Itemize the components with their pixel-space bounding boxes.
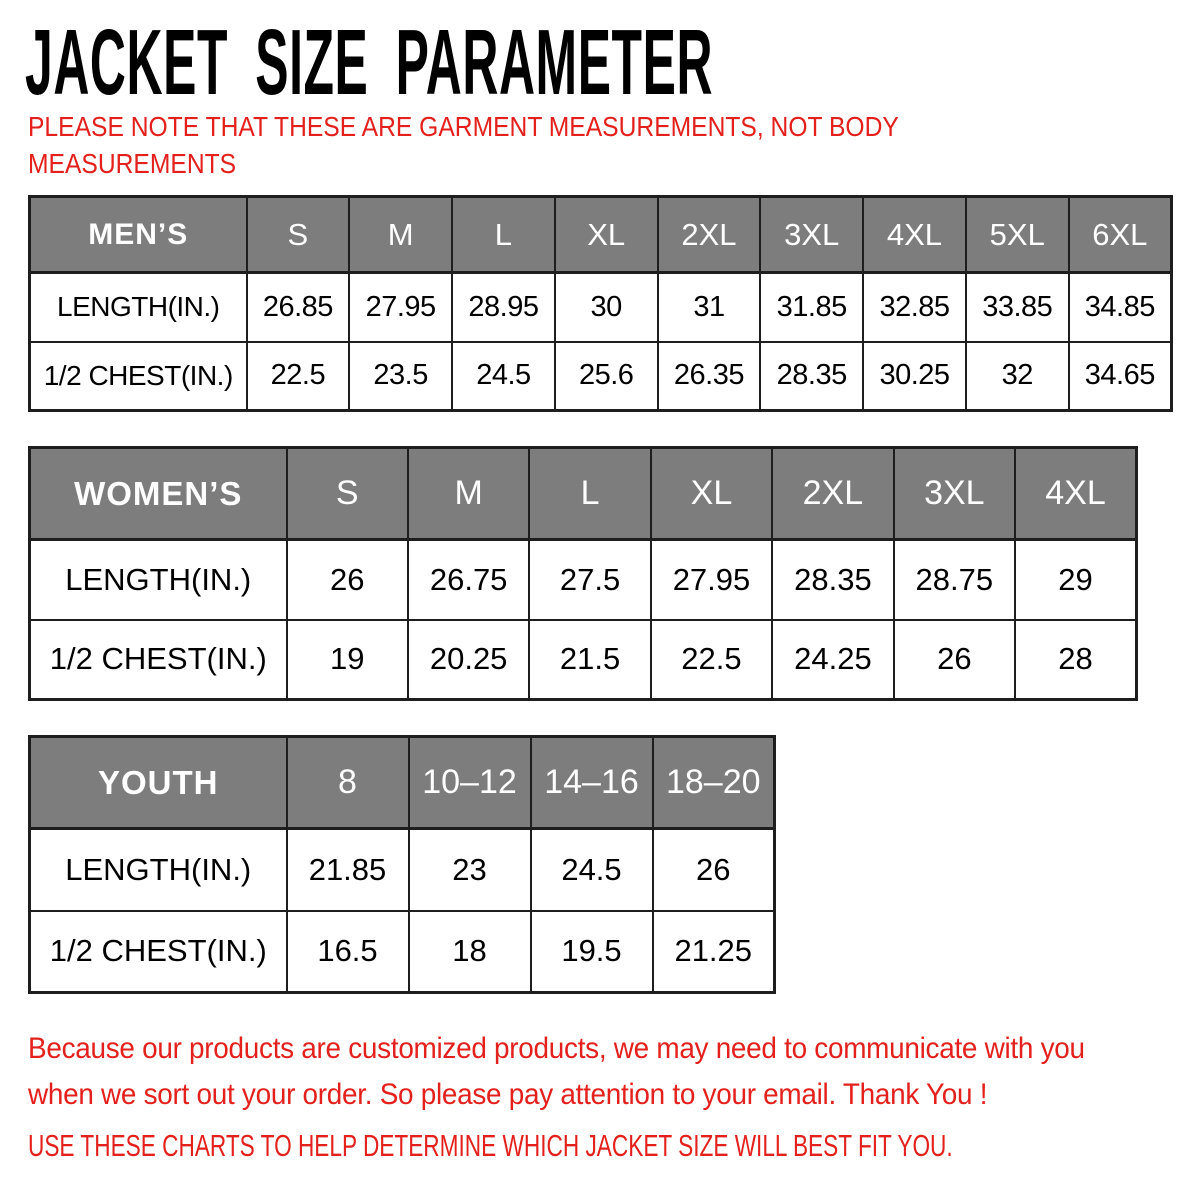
womens-size-header-5: 2XL	[772, 448, 893, 540]
womens-data-row-1	[30, 540, 1137, 620]
mens-size-header-5: 2XL	[658, 197, 761, 273]
womens-value-r2-c3: 21.5	[529, 620, 650, 700]
womens-value-r1-c5: 28.35	[772, 540, 893, 620]
mens-data-row-1	[30, 273, 1172, 342]
womens-group-label: WOMEN’S	[30, 448, 287, 540]
page-title-text: JACKET SIZE PARAMETER	[25, 10, 714, 115]
youth-size-header-1: 8	[287, 737, 409, 829]
mens-size-header-9: 6XL	[1069, 197, 1172, 273]
womens-value-r2-c1: 19	[287, 620, 408, 700]
mens-size-header-1: S	[247, 197, 350, 273]
mens-group-label: MEN’S	[30, 197, 247, 273]
womens-value-r1-c4: 27.95	[651, 540, 772, 620]
womens-value-r1-c1: 26	[287, 540, 408, 620]
mens-value-r2-c8: 32	[966, 342, 1069, 411]
customization-note-line-1: Because our products are customized products, we may need to communicate with you	[28, 1032, 1085, 1065]
youth-size-header-4: 18–20	[653, 737, 775, 829]
mens-value-r2-c4: 25.6	[555, 342, 658, 411]
mens-value-r2-c1: 22.5	[247, 342, 350, 411]
womens-value-r1-c7: 29	[1015, 540, 1136, 620]
youth-size-header-2: 10–12	[409, 737, 531, 829]
mens-value-r1-c8: 33.85	[966, 273, 1069, 342]
mens-data-row-2	[30, 342, 1172, 411]
mens-value-r1-c2: 27.95	[349, 273, 452, 342]
youth-data-row-1	[30, 829, 775, 911]
mens-value-r2-c7: 30.25	[863, 342, 966, 411]
womens-row-label-2: 1/2 CHEST(IN.)	[30, 620, 287, 700]
womens-size-header-7: 4XL	[1015, 448, 1136, 540]
womens-value-r2-c2: 20.25	[408, 620, 529, 700]
mens-size-table	[28, 195, 1173, 412]
page-title	[25, 10, 1200, 115]
mens-value-r2-c3: 24.5	[452, 342, 555, 411]
customization-note	[28, 1026, 1164, 1118]
mens-size-header-3: L	[452, 197, 555, 273]
womens-size-header-1: S	[287, 448, 408, 540]
womens-value-r2-c6: 26	[894, 620, 1015, 700]
womens-size-header-3: L	[529, 448, 650, 540]
mens-size-header-8: 5XL	[966, 197, 1069, 273]
womens-row-label-1: LENGTH(IN.)	[30, 540, 287, 620]
womens-value-r2-c5: 24.25	[772, 620, 893, 700]
mens-value-r1-c6: 31.85	[760, 273, 863, 342]
mens-value-r2-c5: 26.35	[658, 342, 761, 411]
garment-measurement-note-line-2: MEASUREMENTS	[28, 148, 237, 179]
youth-value-r1-c2: 23	[409, 829, 531, 911]
garment-measurement-note	[28, 108, 1018, 182]
youth-size-header-3: 14–16	[531, 737, 653, 829]
youth-value-r2-c3: 19.5	[531, 911, 653, 993]
womens-value-r1-c3: 27.5	[529, 540, 650, 620]
youth-data-row-2	[30, 911, 775, 993]
womens-size-table	[28, 446, 1138, 701]
mens-row-label-2: 1/2 CHEST(IN.)	[30, 342, 247, 411]
youth-value-r1-c3: 24.5	[531, 829, 653, 911]
youth-row-label-1: LENGTH(IN.)	[30, 829, 287, 911]
youth-header-row	[30, 737, 775, 829]
mens-value-r2-c2: 23.5	[349, 342, 452, 411]
mens-value-r2-c9: 34.65	[1069, 342, 1172, 411]
mens-row-label-1: LENGTH(IN.)	[30, 273, 247, 342]
youth-value-r2-c2: 18	[409, 911, 531, 993]
youth-size-table	[28, 735, 776, 994]
youth-value-r1-c4: 26	[653, 829, 775, 911]
youth-group-label: YOUTH	[30, 737, 287, 829]
mens-value-r1-c5: 31	[658, 273, 761, 342]
womens-value-r1-c2: 26.75	[408, 540, 529, 620]
womens-size-header-6: 3XL	[894, 448, 1015, 540]
mens-size-header-7: 4XL	[863, 197, 966, 273]
womens-value-r2-c4: 22.5	[651, 620, 772, 700]
womens-value-r2-c7: 28	[1015, 620, 1136, 700]
mens-value-r1-c7: 32.85	[863, 273, 966, 342]
mens-value-r1-c9: 34.85	[1069, 273, 1172, 342]
customization-note-line-2: when we sort out your order. So please pay attention to your email. Thank You !	[28, 1078, 988, 1111]
youth-row-label-2: 1/2 CHEST(IN.)	[30, 911, 287, 993]
womens-size-header-2: M	[408, 448, 529, 540]
garment-measurement-note-line-1: PLEASE NOTE THAT THESE ARE GARMENT MEASUREMENTS, NOT BODY	[28, 111, 899, 142]
mens-value-r1-c1: 26.85	[247, 273, 350, 342]
mens-size-header-2: M	[349, 197, 452, 273]
mens-value-r2-c6: 28.35	[760, 342, 863, 411]
womens-size-header-4: XL	[651, 448, 772, 540]
youth-value-r1-c1: 21.85	[287, 829, 409, 911]
chart-usage-note: USE THESE CHARTS TO HELP DETERMINE WHICH JACKET SIZE WILL BEST FIT YOU.	[28, 1128, 953, 1163]
mens-value-r1-c3: 28.95	[452, 273, 555, 342]
youth-value-r2-c4: 21.25	[653, 911, 775, 993]
womens-value-r1-c6: 28.75	[894, 540, 1015, 620]
mens-header-row	[30, 197, 1172, 273]
mens-size-header-6: 3XL	[760, 197, 863, 273]
mens-size-header-4: XL	[555, 197, 658, 273]
mens-value-r1-c4: 30	[555, 273, 658, 342]
womens-header-row	[30, 448, 1137, 540]
womens-data-row-2	[30, 620, 1137, 700]
youth-value-r2-c1: 16.5	[287, 911, 409, 993]
